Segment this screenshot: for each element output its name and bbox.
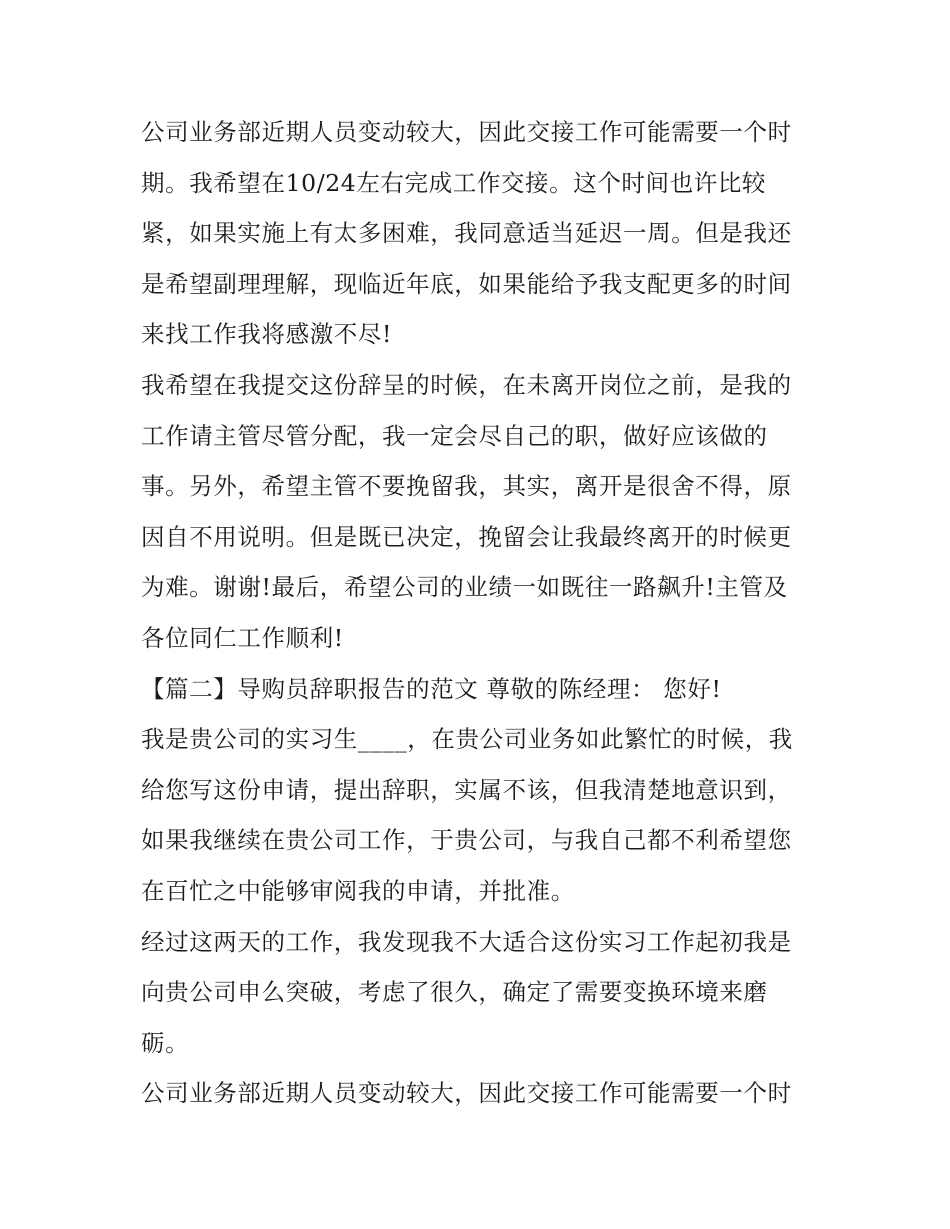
text-line: 公司业务部近期人员变动较大，因此交接工作可能需要一个时 xyxy=(141,1079,792,1108)
text-line: 来找工作我将感激不尽! xyxy=(141,320,393,349)
text-line: 我是贵公司的实习生____，在贵公司业务如此繁忙的时候，我 xyxy=(141,725,793,754)
text-line: 事。另外，希望主管不要挽留我，其实，离开是很舍不得，原 xyxy=(141,472,792,501)
text-line: 我希望在我提交这份辞呈的时候，在未离开岗位之前，是我的 xyxy=(141,370,792,399)
text-line: 期。我希望在10/24左右完成工作交接。这个时间也许比较 xyxy=(141,168,767,197)
text-line: 公司业务部近期人员变动较大，因此交接工作可能需要一个时 xyxy=(141,118,792,146)
text-line: 砺。 xyxy=(141,1028,190,1057)
text-line: 因自不用说明。但是既已决定，挽留会让我最终离开的时候更 xyxy=(141,522,792,551)
text-line: 向贵公司申么突破，考虑了很久，确定了需要变换环境来磨 xyxy=(141,978,768,1007)
text-line: 各位同仁工作顺利! xyxy=(141,623,344,652)
text-line: 是希望副理理解，现临近年底，如果能给予我支配更多的时间 xyxy=(141,269,792,298)
text-line: 为难。谢谢!最后，希望公司的业绩一如既往一路飙升!主管及 xyxy=(141,573,788,602)
text-line: 给您写这份申请，提出辞职，实属不该，但我清楚地意识到， xyxy=(141,775,792,804)
body-text xyxy=(141,107,821,1119)
text-line: 工作请主管尽管分配，我一定会尽自己的职，做好应该做的 xyxy=(141,421,768,450)
section-heading: 【篇二】导购员辞职报告的范文 尊敬的陈经理： 您好! xyxy=(141,674,722,703)
text-line: 如果我继续在贵公司工作，于贵公司，与我自己都不利希望您 xyxy=(141,826,792,855)
text-line: 在百忙之中能够审阅我的申请，并批准。 xyxy=(141,876,575,905)
text-line: 紧，如果实施上有太多困难，我同意适当延迟一周。但是我还 xyxy=(141,219,792,248)
text-line: 经过这两天的工作，我发现我不大适合这份实习工作起初我是 xyxy=(141,927,792,956)
